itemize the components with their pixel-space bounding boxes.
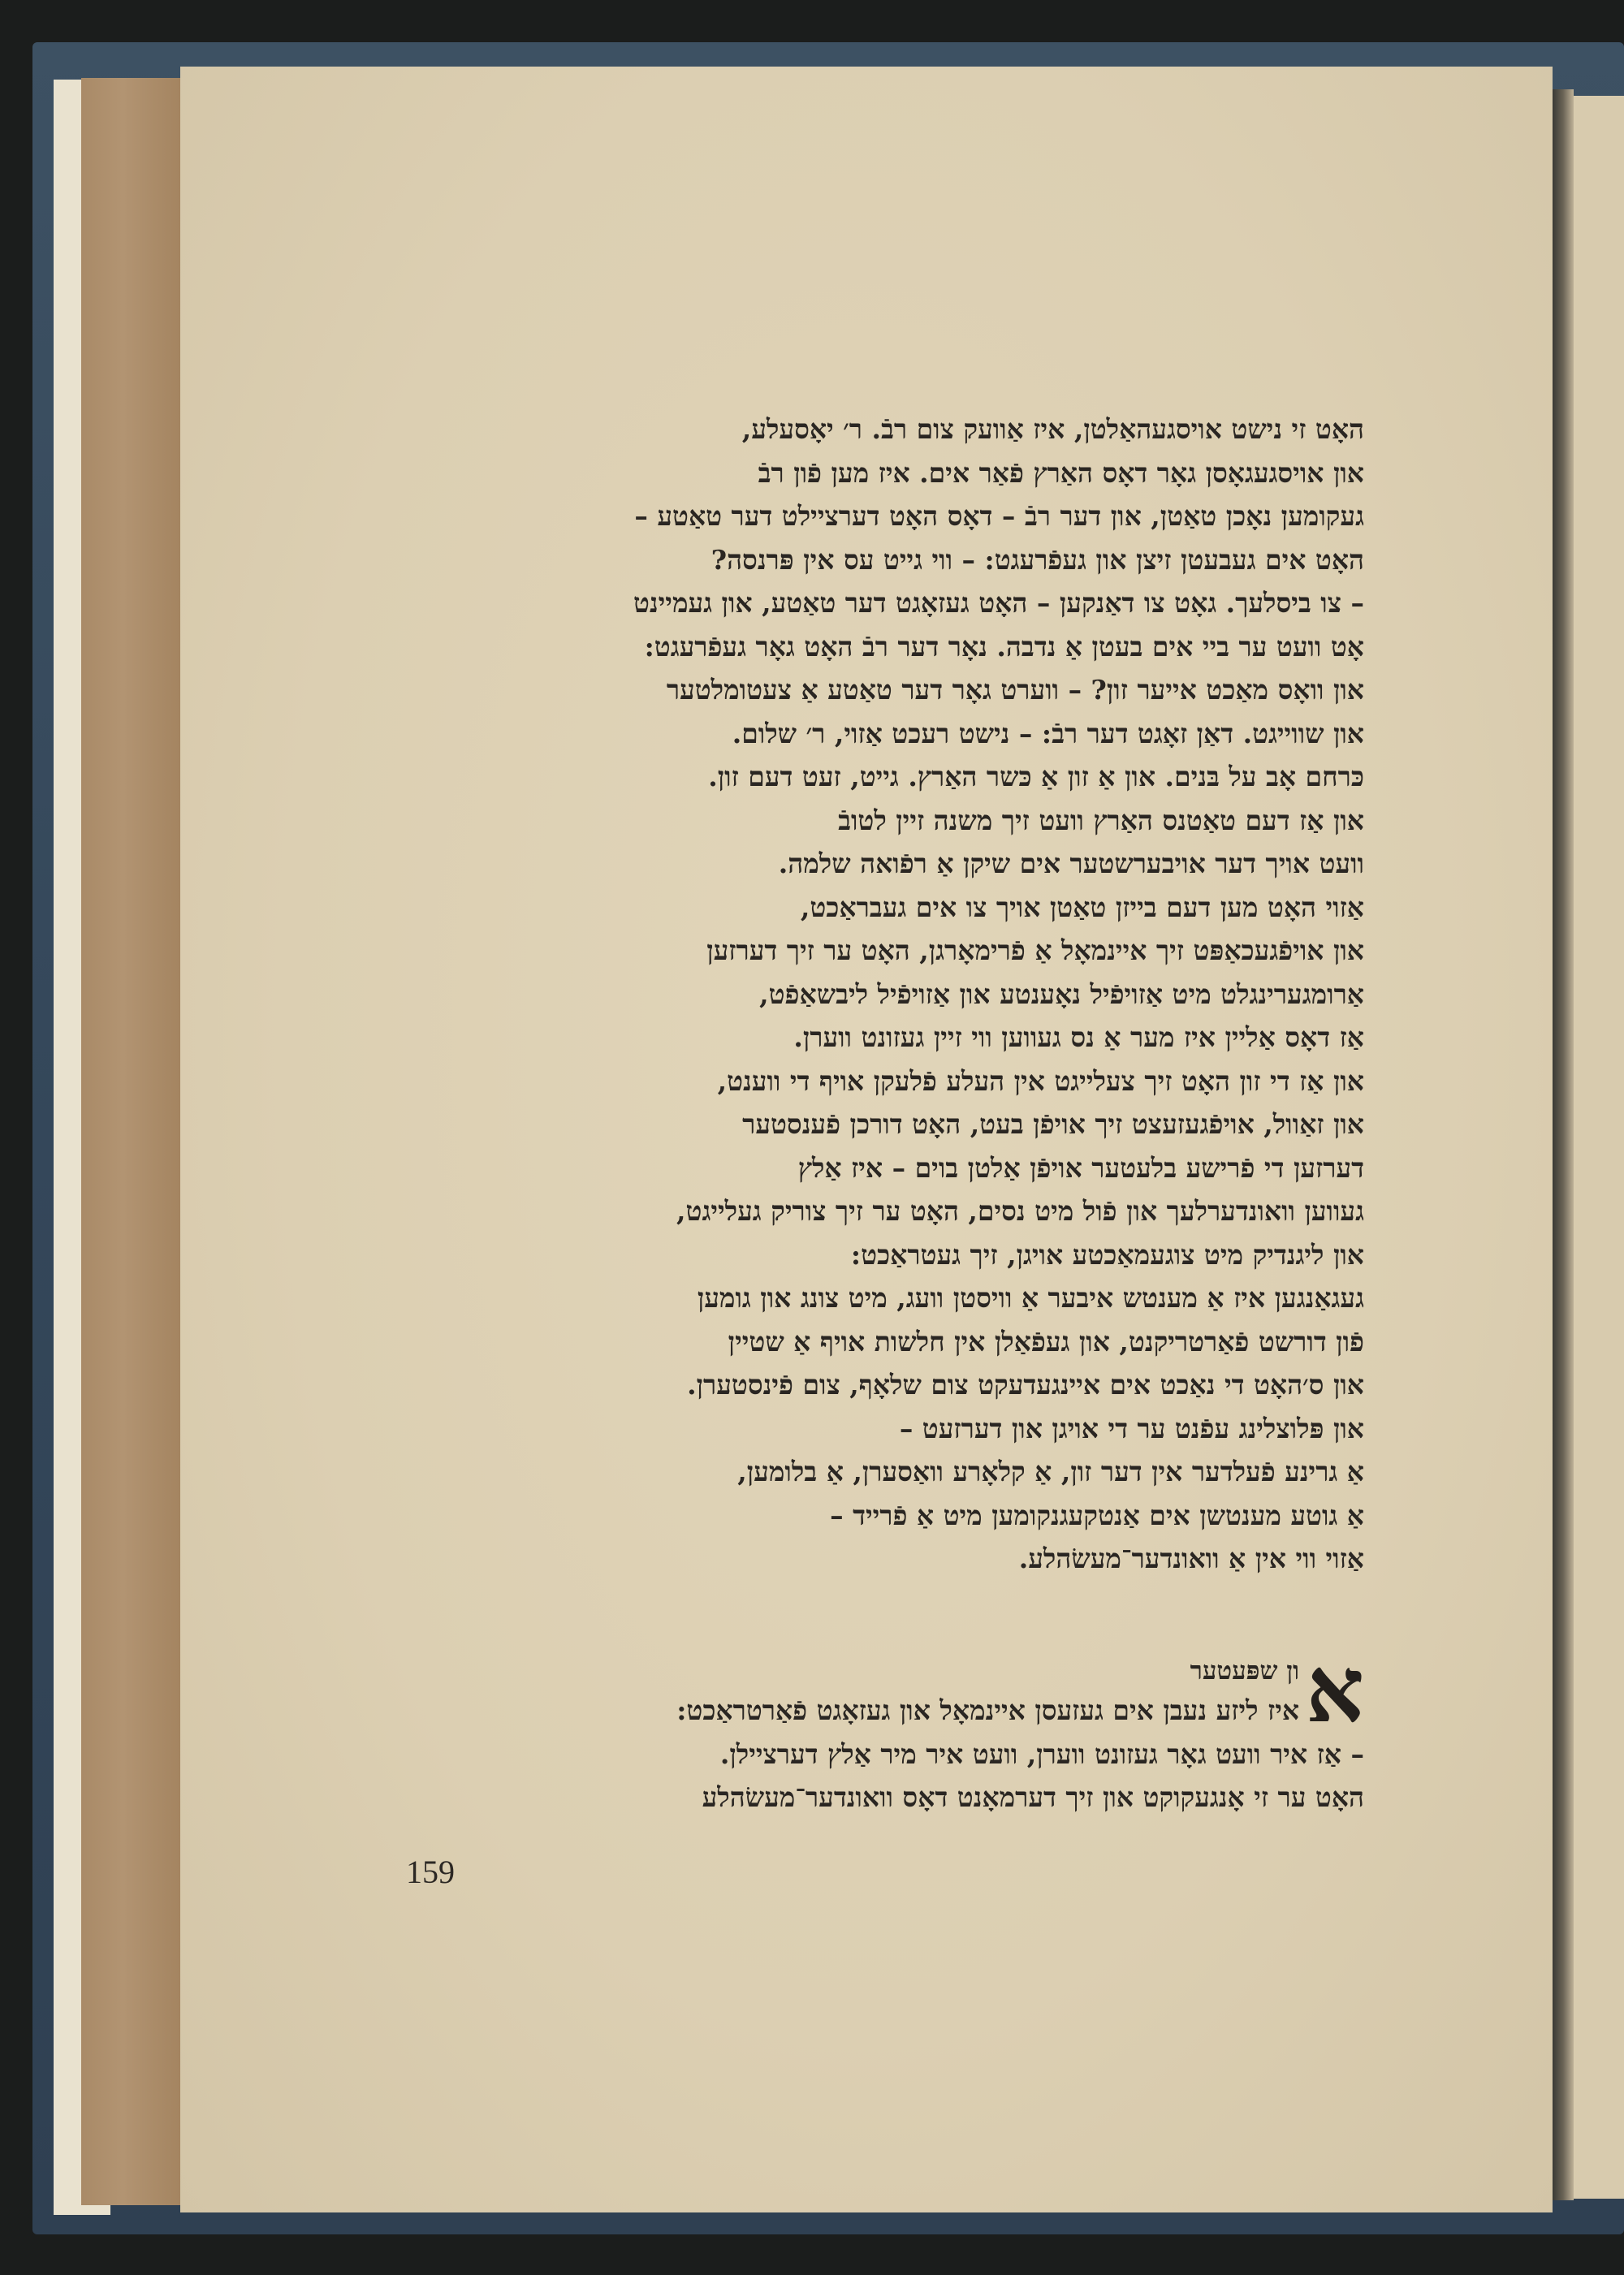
page-number: 159 bbox=[406, 1854, 455, 1890]
text-line: כּרחם אָב על בּנים. און אַ זון אַ כּשר האַרץ. גייט, זעט דעם זון. bbox=[708, 761, 1364, 792]
text-line: אַזוי ווי אין אַ וואונדער־מעשׂהלע. bbox=[1018, 1543, 1364, 1574]
text-line: און וואָס מאַכט אייער זון? – ווערט גאָר דער טאַטע אַ צעטומלטער bbox=[666, 674, 1364, 706]
section-two bbox=[443, 1637, 1364, 1820]
text-line: און פּלוצלינג עפֿנט ער די אויגן און דערזעט – bbox=[899, 1412, 1364, 1444]
text-line: – צו ביסלעך. גאָט צו דאַנקען – האָט געזאָגט דער טאַטע, און געמיינט bbox=[633, 587, 1364, 619]
text-line: אַז דאָס אַליין איז מער אַ נס געווען ווי זיין געזונט ווערן. bbox=[793, 1021, 1364, 1053]
body-text bbox=[443, 408, 1364, 1581]
text-line: געקומען נאָכן טאַטן, און דער רבֿ – דאָס האָט דערציילט דער טאַטע – bbox=[634, 500, 1364, 532]
book-gutter bbox=[1553, 89, 1574, 2200]
text-line: האָט ער זי אָנגעקוקט און זיך דערמאָנט דאָס וואונדער־מעשׂהלע bbox=[702, 1781, 1364, 1813]
text-line: און אויפֿגעכאַפּט זיך איינמאָל אַ פֿרימאָרגן, האָט ער זיך דערזען bbox=[706, 935, 1364, 966]
text-line: פֿון דורשט פֿאַרטריקנט, און געפֿאַלן אין חלשות אויף אַ שטיין bbox=[728, 1325, 1364, 1358]
text-line: און שווייגט. דאַן זאָגט דער רבֿ: – נישט רעכט אַזוי, ר׳ שלום. bbox=[732, 717, 1364, 749]
text-line: געגאַנגען איז אַ מענטש איבער אַ וויסטן וועג, מיט צונג און גומען bbox=[697, 1282, 1364, 1314]
text-line: אַזוי האָט מען דעם בייזן טאַטן אויך צו אים געבראַכט, bbox=[800, 891, 1364, 923]
text-line: און אַז די זון האָט זיך צעלייגט אין העלע פֿלעקן אויף די ווענט, bbox=[717, 1064, 1364, 1097]
text-line: – אַז איר וועט גאָר געזונט ווערן, וועט איר מיר אַלץ דערציילן. bbox=[719, 1738, 1364, 1770]
text-line: און ליגנדיק מיט צוגעמאַכטע אויגן, זיך געטראַכט: bbox=[850, 1238, 1364, 1271]
text-line: וועט אויך דער אויבערשטער אים שיקן אַ רפֿואה שלמה. bbox=[778, 848, 1364, 879]
text-line: און אַז דעם טאַטנס האַרץ וועט זיך משנה זיין לטובֿ bbox=[838, 804, 1364, 836]
text-line: און זאַוול, אויפֿגעזעצט זיך אויפֿן בעט, האָט דורכן פֿענסטער bbox=[742, 1108, 1364, 1140]
section-opening-words: ון שפּעטער bbox=[1190, 1656, 1300, 1686]
text-line: דערזען די פֿרישע בלעטער אויפֿן אַלטן בוים – איז אַלץ bbox=[797, 1151, 1364, 1184]
text-line: אַרומגערינגלט מיט אַזויפֿיל נאָענטע און אַזויפֿיל ליבשאַפֿט, bbox=[759, 978, 1364, 1010]
text-line: אַ גרינע פֿעלדער אין דער זון, אַ קלאָרע וואַסערן, אַ בלומען, bbox=[737, 1456, 1364, 1487]
text-line: איז ליזע נעבן אים געזעסן איינמאָל און געזאָגט פֿאַרטראַכט: bbox=[676, 1694, 1300, 1726]
text-line: און אויסגעגאָסן גאָר דאָס האַרץ פֿאַר אים. איז מען פֿון רבֿ bbox=[758, 456, 1364, 489]
page-block-edge bbox=[81, 78, 185, 2205]
text-line: און ס׳האָט די נאַכט אים איינגעדעקט צום שלאָף, צום פֿינסטערן. bbox=[687, 1369, 1364, 1401]
text-line: געווען וואונדערלעך און פֿול מיט נסים, האָט ער זיך צוריק געלייגט, bbox=[676, 1195, 1364, 1227]
drop-cap: א bbox=[1306, 1637, 1364, 1743]
text-line: האָט אים געבעטן זיצן און געפֿרעגט: – ווי גייט עס אין פּרנסה? bbox=[710, 543, 1364, 576]
text-line: אַ גוטע מענטשן אים אַנטקעגנקומען מיט אַ פֿרייד – bbox=[830, 1499, 1364, 1531]
facing-page-edge bbox=[1574, 96, 1624, 2199]
text-line: אָט וועט ער ביי אים בעטן אַ נדבה. נאָר דער רבֿ האָט גאָר געפֿרעגט: bbox=[644, 630, 1364, 663]
text-line: האָט זי נישט אויסגעהאַלטן, איז אַוועק צום רבֿ. ר׳ יאָסעלע, bbox=[741, 413, 1364, 445]
